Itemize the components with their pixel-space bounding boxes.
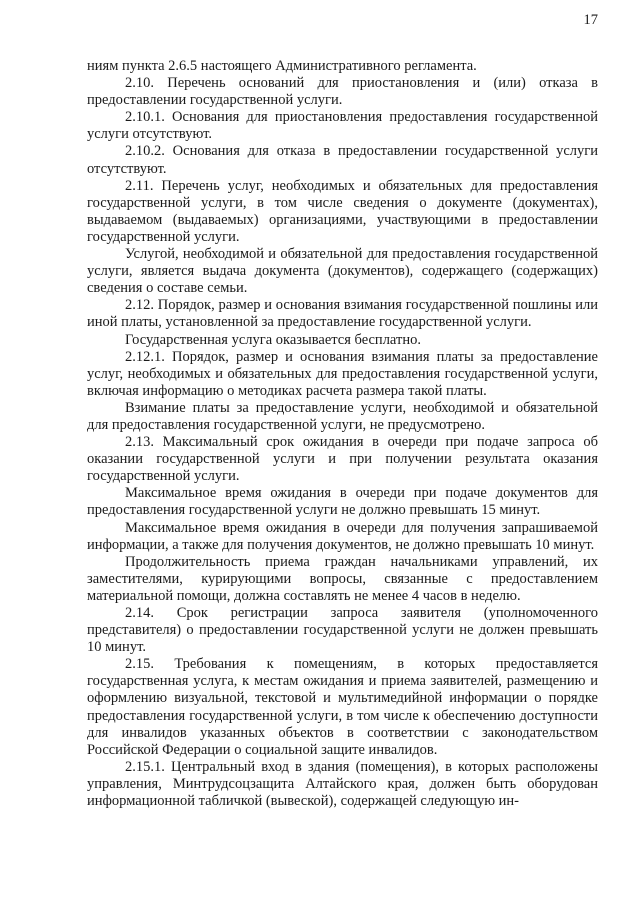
page-number: 17 [583,12,598,28]
paragraph-2-13-body-3: Продолжительность приема граждан начальниками управлений, их заместителями, курирующими вопросы, связанные с предоставлением материальной помощи, должна составлять не менее 4 часов в неделю. [87,553,598,604]
paragraph-2-11: 2.11. Перечень услуг, необходимых и обязательных для предоставления государственной услуги, в том числе сведения о документе (документах), выдаваемом (выдаваемых) организациями, участвующими в предоставлении государственной услуги. [87,177,598,245]
paragraph-2-15-1: 2.15.1. Центральный вход в здания (помещения), в которых расположены управления, Минтрудсоцзащита Алтайского края, должен быть оборудован информационной табличкой (вывеской), содержащей следующую ин- [87,758,598,810]
paragraph-2-12: 2.12. Порядок, размер и основания взимания государственной пошлины или иной платы, установленной за предоставление государственной услуги. [87,297,598,331]
paragraph-continuation: ниям пункта 2.6.5 настоящего Административного регламента. [87,58,477,74]
document-body [87,58,598,810]
paragraph-2-13: 2.13. Максимальный срок ожидания в очереди при подаче запроса об оказании государственной услуги и при получении результата оказания государственной услуги. [87,434,598,485]
paragraph-2-12-body: Государственная услуга оказывается бесплатно. [125,331,421,348]
paragraph-2-13-body-1: Максимальное время ожидания в очереди при подаче документов для предоставления государственной услуги не должно превышать 15 минут. [87,485,598,519]
paragraph-2-12-1: 2.12.1. Порядок, размер и основания взимания платы за предоставление услуг, необходимых и обязательных для предоставления государственной услуги, включая информацию о методиках расчета размера такой платы. [87,348,598,399]
paragraph-2-14: 2.14. Срок регистрации запроса заявителя (уполномоченного представителя) о предоставлении государственной услуги не должен превышать 10 минут. [87,605,598,656]
paragraph-2-10-1: 2.10.1. Основания для приостановления предоставления государственной услуги отсутствуют. [87,109,598,143]
paragraph-2-15: 2.15. Требования к помещениям, в которых предоставляется государственная услуга, к местам ожидания и приема заявителей, размещению и оформлению визуальной, текстовой и мультимедийной информации о порядке предоставления государственной услуги, в том числе к обеспечению доступности для инвалидов указанных объектов в соответствии с законодательством Российской Федерации о социальной защите инвалидов. [87,656,598,758]
paragraph-2-13-body-2: Максимальное время ожидания в очереди для получения запрашиваемой информации, а также для получения документов, не должно превышать 10 минут. [87,519,598,553]
paragraph-2-10: 2.10. Перечень оснований для приостановления и (или) отказа в предоставлении государственной услуги. [87,75,598,109]
paragraph-2-12-1-body: Взимание платы за предоставление услуги, необходимой и обязательной для предоставления государственной услуги, не предусмотрено. [87,399,598,433]
paragraph-2-11-body: Услугой, необходимой и обязательной для предоставления государственной услуги, является выдача документа (документов), содержащего (содержащих) сведения о составе семьи. [87,246,598,297]
paragraph-2-10-2: 2.10.2. Основания для отказа в предоставлении государственной услуги отсутствуют. [87,143,598,177]
